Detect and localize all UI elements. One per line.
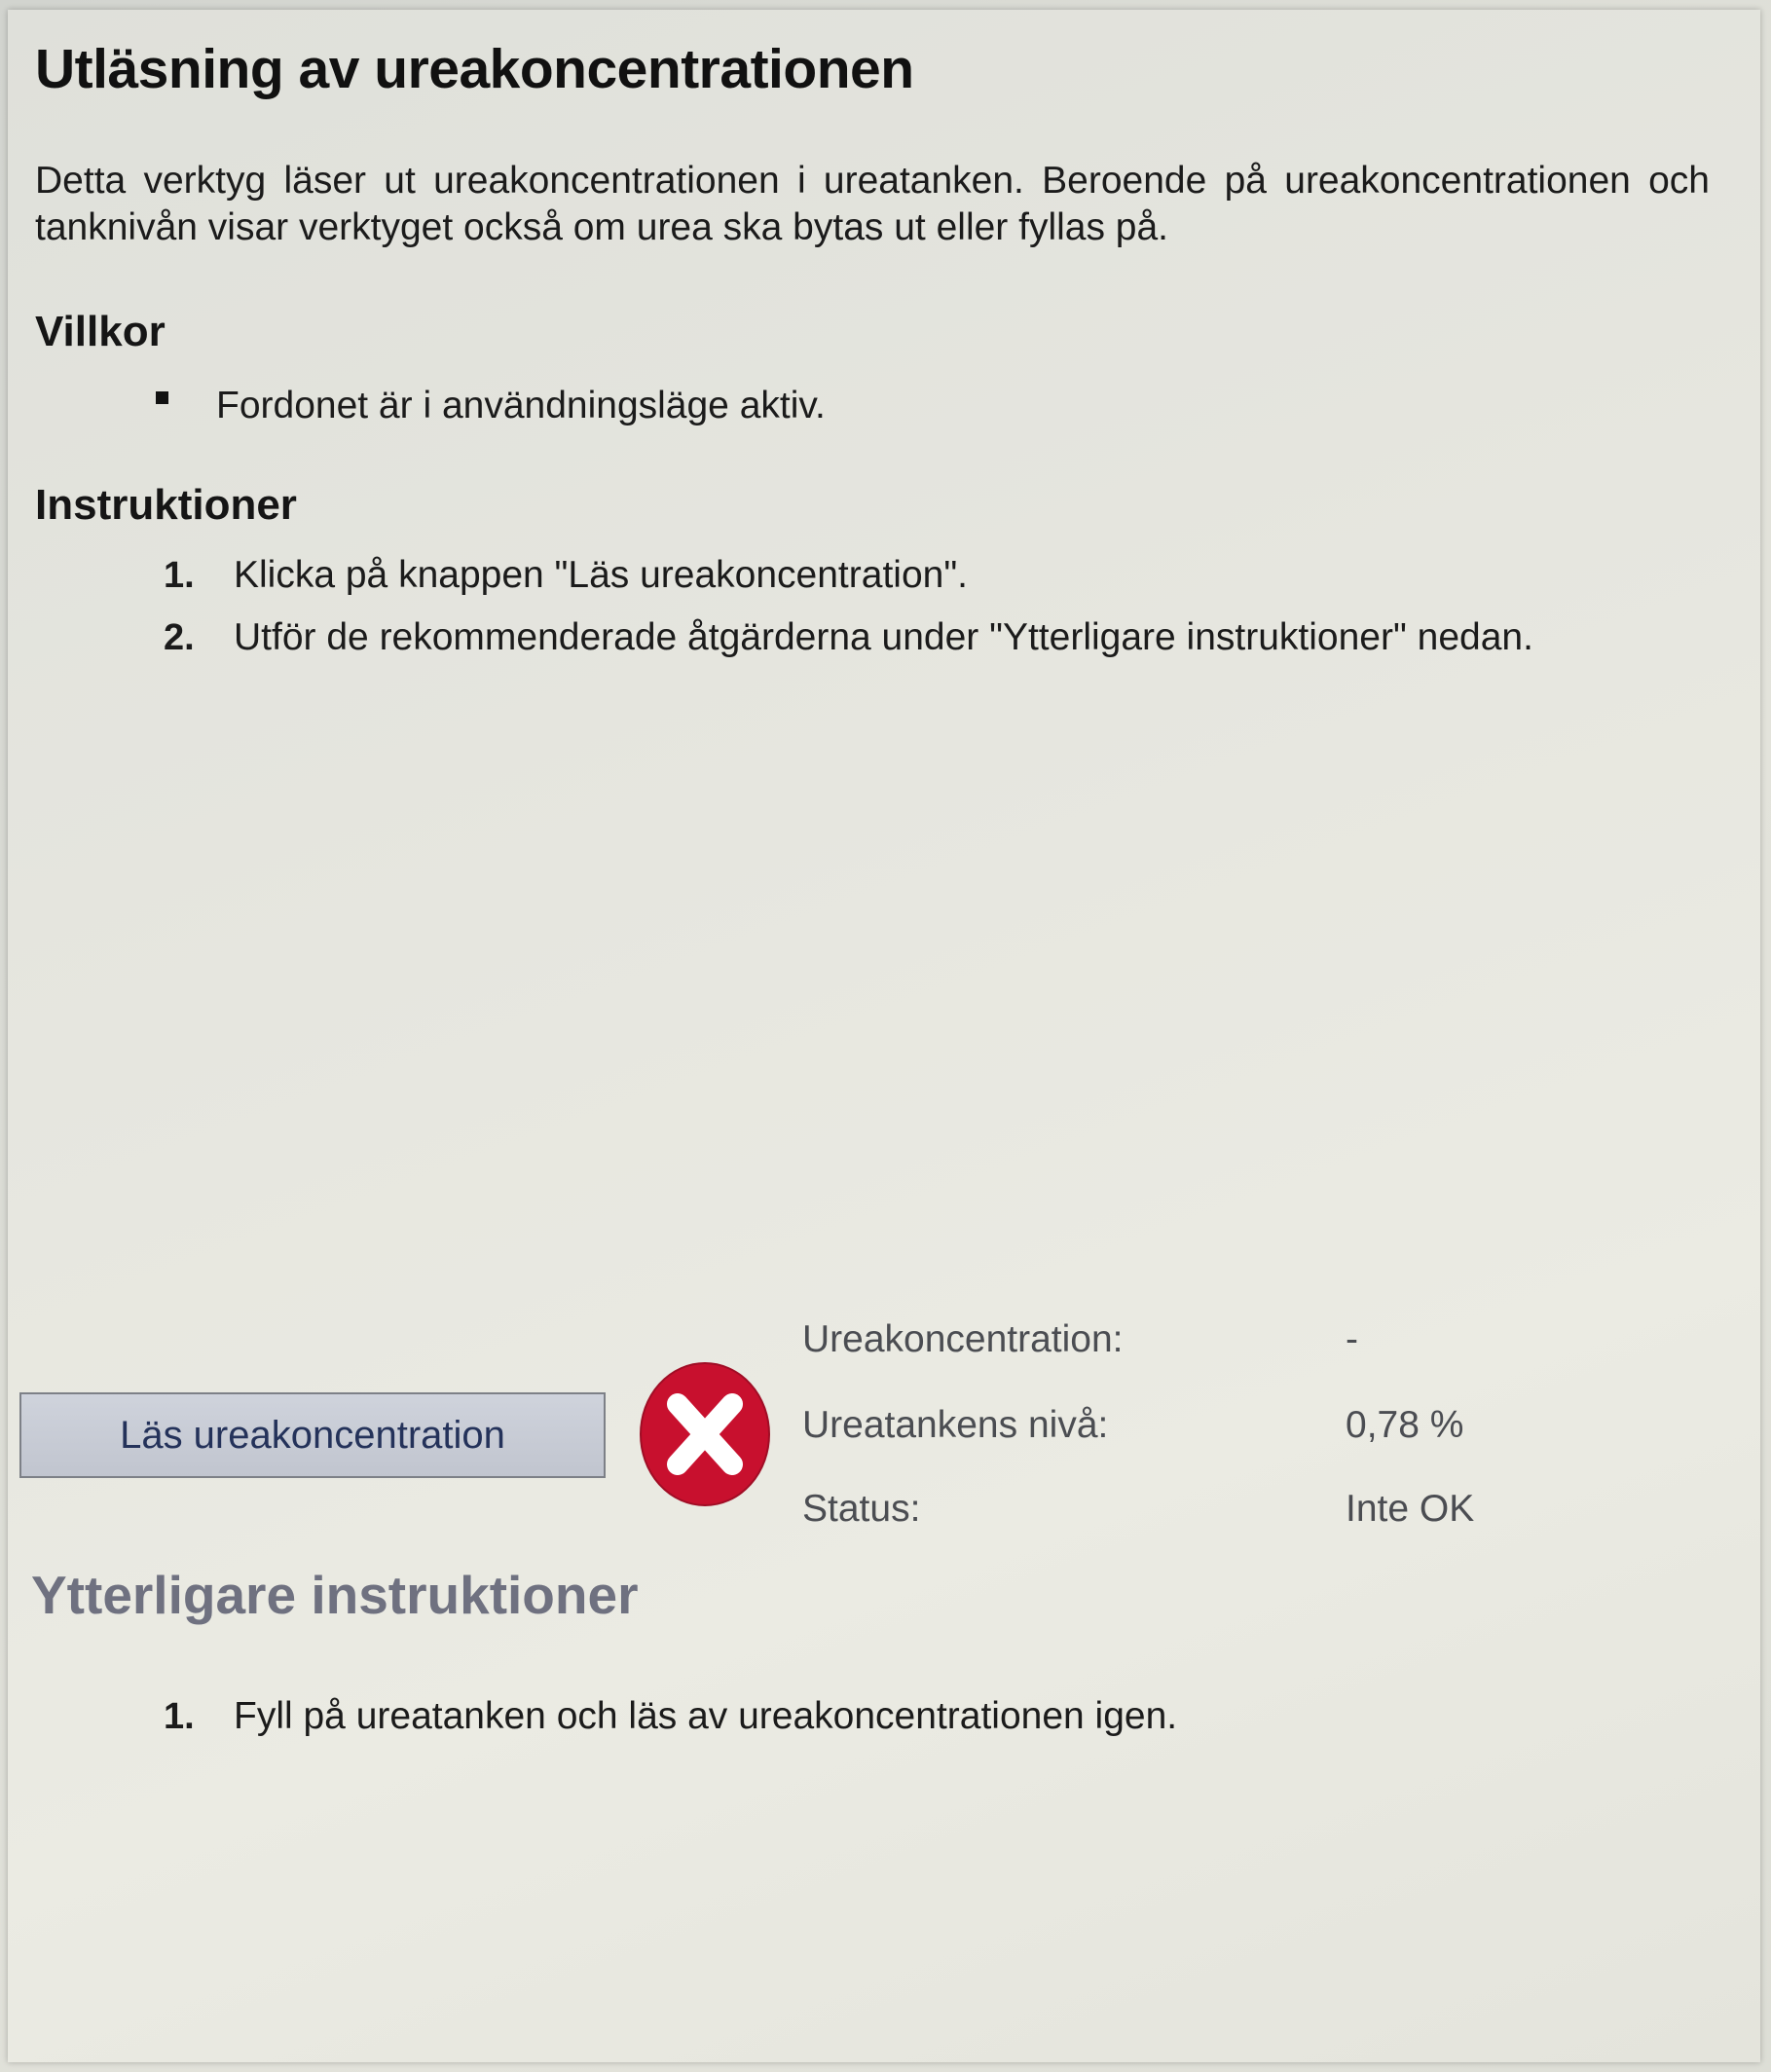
conditions-list [154, 382, 826, 430]
conditions-item [154, 382, 826, 430]
instructions-item [164, 551, 1533, 600]
concentration-value: - [1346, 1318, 1358, 1360]
diagnostic-page [8, 10, 1760, 2062]
extra-instructions-item [164, 1692, 1177, 1741]
extra-instructions-item-text: Fyll på ureatanken och läs av ureakoncentrationen igen. [234, 1695, 1178, 1737]
read-urea-concentration-button[interactable]: Läs ureakoncentration [19, 1392, 606, 1478]
status-label: Status: [802, 1488, 921, 1530]
instructions-item-text: Utför de rekommenderade åtgärderna under "Ytterligare instruktioner" nedan. [234, 616, 1533, 658]
extra-instructions-item-number: 1. [164, 1696, 195, 1737]
extra-instructions-heading: Ytterligare instruktioner [31, 1565, 639, 1625]
status-value: Inte OK [1346, 1488, 1475, 1530]
instructions-item-text: Klicka på knappen "Läs ureakoncentration". [234, 554, 969, 596]
intro-paragraph: Detta verktyg läser ut ureakoncentrationen i ureatanken. Beroende på ureakoncentrationen och tanknivån visar verktyget också om urea ska bytas ut eller fyllas på. [35, 160, 1710, 248]
error-x-icon [639, 1361, 771, 1507]
instructions-item [164, 613, 1533, 662]
extra-instructions-list [164, 1692, 1177, 1741]
instructions-item-number: 1. [164, 555, 195, 596]
bullet-square-icon [156, 391, 168, 404]
concentration-label: Ureakoncentration: [802, 1318, 1124, 1360]
instructions-list [164, 551, 1533, 676]
conditions-heading: Villkor [35, 308, 166, 355]
tank-level-label: Ureatankens nivå: [802, 1404, 1109, 1446]
page-title: Utläsning av ureakoncentrationen [35, 38, 914, 100]
conditions-item-text: Fordonet är i användningsläge aktiv. [216, 385, 826, 426]
instructions-item-number: 2. [164, 617, 195, 658]
instructions-heading: Instruktioner [35, 481, 297, 529]
tank-level-value: 0,78 % [1346, 1404, 1464, 1446]
